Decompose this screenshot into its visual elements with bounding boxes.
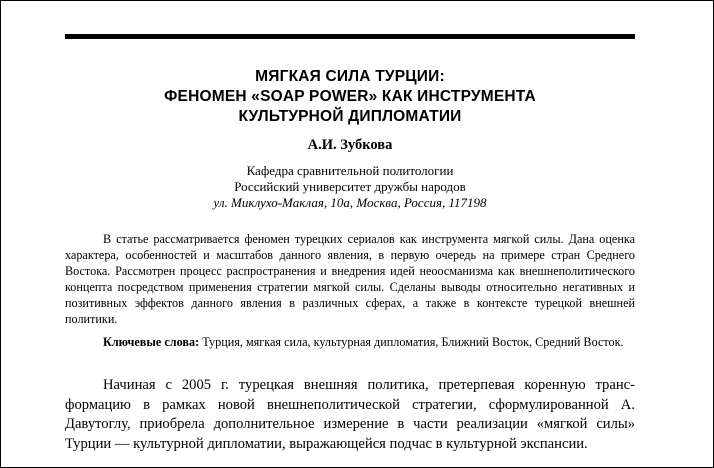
keywords — [65, 334, 635, 350]
affiliation-university: Российский университет дружбы народов — [234, 179, 466, 194]
abstract-text: В статье рассматривается феномен турецких сериалов как инструмента мягкой силы. Дана оценка характера, особенностей и масштабов данного явления, в первую очередь на примере стран Среднего Востока. Рассмотрен процесс распространения и внедрения идей неоосманизма как внешнеполитического концепта посредством применения стратегии мягкой силы. Сделаны выводы относительно негативных и позитивных эффектов данного явления в различных сферах, а также в контексте турецкой внешней политики. — [65, 232, 635, 326]
affiliation-department: Кафедра сравнительной политологии — [246, 163, 454, 178]
keywords-text: Турция, мягкая сила, культурная дипломатия, Ближний Восток, Средний Восток. — [202, 335, 624, 349]
document-page — [1, 1, 713, 467]
body-paragraph: Начиная с 2005 г. турецкая внешняя политика, претерпевая коренную трансформацию в рамках новой внешнеполитической стратегии, сформулированной А. Давутоглу, приобрела дополнительное измерение в части реализации «мягкой силы» Турции — культурной дипломатии, выражающейся подчас в культурной экспансии. — [65, 377, 635, 452]
affiliation-address: ул. Миклухо-Маклая, 10а, Москва, Россия, 117198 — [213, 195, 487, 210]
abstract — [65, 231, 635, 350]
title-line-3: КУЛЬТУРНОЙ ДИПЛОМАТИИ — [238, 108, 462, 125]
header-rule — [65, 34, 635, 39]
keywords-label: Ключевые слова: — [103, 335, 200, 349]
article-title — [65, 67, 635, 127]
title-line-2: ФЕНОМЕН «SOAP POWER» КАК ИНСТРУМЕНТА — [164, 88, 536, 105]
body-text — [65, 376, 635, 454]
title-line-1: МЯГКАЯ СИЛА ТУРЦИИ: — [255, 68, 445, 85]
author-name: А.И. Зубкова — [307, 137, 393, 153]
affiliation — [65, 163, 635, 211]
